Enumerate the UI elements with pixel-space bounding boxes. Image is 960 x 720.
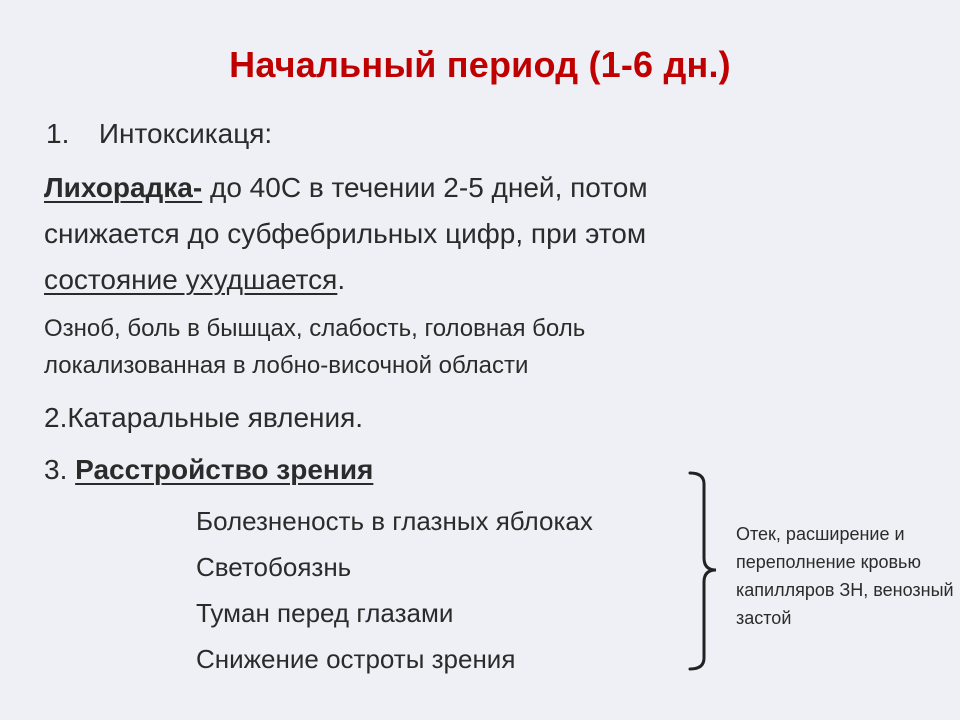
fever-line-3 <box>44 264 345 296</box>
fever-line-3-end: . <box>337 264 346 295</box>
item-3 <box>44 454 373 486</box>
item-1-label: Интоксикаця: <box>98 118 273 149</box>
condition-worsens: состояние ухудшается <box>44 264 338 295</box>
fever-line-2: снижается до субфебрильных цифр, при этом <box>44 218 647 249</box>
item-1-number: 1. <box>46 118 70 149</box>
item-2: 2.Катаральные явления. <box>44 402 364 433</box>
fever-line-1-text: до 40С в течении 2-5 дней, потом <box>202 172 648 203</box>
vision-symptom-2: Светобоязнь <box>196 552 352 582</box>
vision-symptom-1: Болезненость в глазных яблоках <box>196 506 593 536</box>
vision-symptom-3: Туман перед глазами <box>196 598 454 628</box>
side-note: Отек, расширение и переполнение кровью капилляров ЗН, венозный застой <box>736 524 954 628</box>
curly-brace-icon <box>688 470 728 672</box>
item-1 <box>46 118 272 150</box>
vision-symptom-4: Снижение остроты зрения <box>196 644 516 674</box>
slide-title: Начальный период (1-6 дн.) <box>229 44 731 85</box>
symptoms-line-2: локализованная в лобно-височной области <box>44 352 529 379</box>
fever-term: Лихорадка- <box>44 172 203 203</box>
fever-line-1 <box>44 172 648 204</box>
symptoms-line-1: Озноб, боль в бышцах, слабость, головная боль <box>44 315 586 342</box>
item-3-number: 3. <box>44 454 76 485</box>
item-3-label: Расстройство зрения <box>75 454 374 485</box>
